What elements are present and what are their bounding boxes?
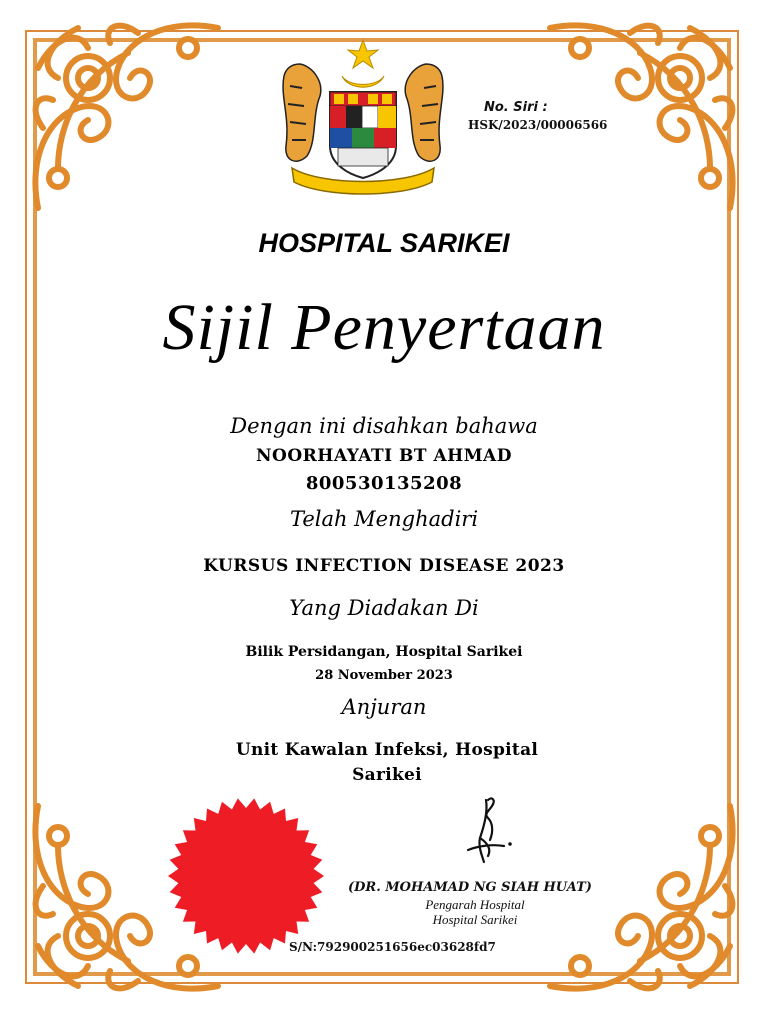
- serial-number-label: No. Siri :: [484, 100, 548, 115]
- hospital-name: HOSPITAL SARIKEI: [258, 228, 510, 258]
- signatory-role: Pengarah Hospital: [425, 897, 525, 912]
- certify-text: Dengan ini disahkan bahawa: [230, 414, 538, 438]
- participant-ic-number: 800530135208: [305, 473, 463, 494]
- venue: Bilik Persidangan, Hospital Sarikei: [245, 644, 523, 660]
- handwritten-signature: [458, 790, 528, 870]
- certificate-serial-number: S/N:792900251656ec03628fd7: [289, 940, 496, 954]
- organised-by-text: Anjuran: [341, 695, 427, 719]
- corner-ornament-top-left: [18, 8, 233, 223]
- coat-of-arms-logo: [272, 36, 454, 196]
- attended-text: Telah Menghadiri: [289, 507, 479, 531]
- event-date: 28 November 2023: [315, 668, 453, 683]
- certificate-title: Sijil Penyertaan: [162, 291, 606, 364]
- signatory-name: (DR. MOHAMAD NG SIAH HUAT): [348, 880, 592, 895]
- organiser: Unit Kawalan Infeksi, Hospital Sarikei: [235, 740, 539, 785]
- participant-name: NOORHAYATI BT AHMAD: [256, 446, 512, 466]
- course-name: KURSUS INFECTION DISEASE 2023: [203, 556, 565, 576]
- corner-ornament-top-right: [535, 8, 750, 223]
- signatory-place: Hospital Sarikei: [432, 912, 518, 927]
- red-seal: [166, 796, 326, 956]
- held-at-text: Yang Diadakan Di: [289, 596, 479, 620]
- serial-number-value: HSK/2023/00006566: [468, 118, 608, 132]
